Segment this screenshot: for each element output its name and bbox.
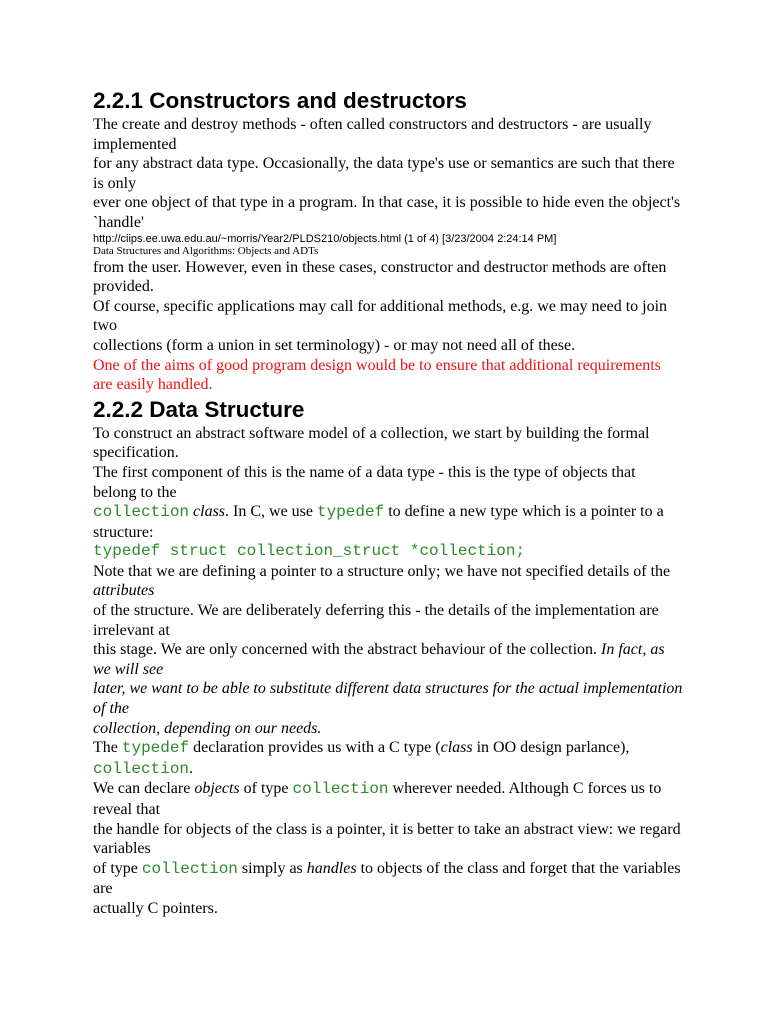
- text-span: .: [189, 759, 194, 777]
- paragraph-line: [93, 640, 683, 679]
- paragraph-line: the handle for objects of the class is a pointer, it is better to take an abstract view: we regard variables: [93, 820, 681, 858]
- inline-code: collection: [292, 780, 389, 799]
- text-span: declaration provides us with a C type (: [189, 739, 441, 757]
- text-span: wherever needed. Although C forces us to reveal that: [93, 780, 662, 818]
- paragraph-line: [93, 679, 683, 718]
- inline-code: collection: [141, 859, 238, 878]
- paragraph-line: To construct an abstract software model of a collection, we start by building the formal specification.: [93, 424, 650, 462]
- text-span: The: [93, 739, 122, 757]
- emphasis: handles: [306, 859, 357, 877]
- paragraph-line: collections (form a union in set terminology) - or may not need all of these.: [93, 336, 576, 354]
- emphasis: objects: [194, 780, 240, 798]
- text-span: of type: [93, 859, 142, 877]
- paragraph-line: [93, 719, 683, 739]
- paragraph-line: [93, 738, 683, 779]
- emphasis: class: [440, 739, 473, 757]
- emphasis: collection, depending on our needs.: [93, 719, 322, 737]
- section-heading-data-structure: 2.2.2 Data Structure: [93, 396, 305, 422]
- emphasis: later, we want to be able to substitute different data structures for the actual implementation of the: [93, 680, 683, 718]
- paragraph-line: from the user. However, even in these cases, constructor and destructor methods are often provided.: [93, 258, 667, 296]
- section-heading-constructors: 2.2.1 Constructors and destructors: [93, 88, 467, 113]
- paragraph-line: [93, 779, 683, 819]
- inline-code: typedef: [121, 739, 190, 758]
- emphasis: attributes: [93, 582, 155, 600]
- highlighted-note: One of the aims of good program design would be to ensure that additional requirements: [93, 356, 661, 374]
- text-span: We can declare: [93, 780, 195, 798]
- paragraph-line: ever one object of that type in a program. In that case, it is possible to hide even the object's `handle': [93, 194, 681, 231]
- paragraph-line: The first component of this is the name of a data type - this is the type of objects that belong to the: [93, 463, 636, 501]
- text-span: to objects of the class and forget that the variables are: [93, 859, 681, 898]
- text-span: to define a new type which is a pointer to a structure:: [93, 503, 664, 541]
- paragraph-line: actually C pointers.: [93, 899, 218, 917]
- paragraph-line: Of course, specific applications may call for additional methods, e.g. we may need to join two: [93, 297, 668, 335]
- inline-code: collection: [93, 503, 190, 522]
- text-span: . In C, we use: [225, 503, 317, 521]
- text-span: in OO design parlance),: [472, 739, 630, 757]
- text-span: of type: [239, 780, 293, 798]
- highlighted-note: are easily handled.: [93, 376, 213, 394]
- running-header: Data Structures and Algorithms: Objects and ADTs: [93, 245, 319, 258]
- paragraph-line: [93, 859, 683, 899]
- paragraph-line: The create and destroy methods - often called constructors and destructors - are usually implemented: [93, 116, 652, 153]
- text-span: Note that we are defining a pointer to a structure only; we have not specified details of the: [93, 562, 671, 580]
- page-content: [93, 86, 683, 919]
- paragraph-line: for any abstract data type. Occasionally, the data type's use or semantics are such that there is only: [93, 155, 675, 192]
- paragraph-line: [93, 562, 683, 601]
- paragraph-line: [93, 502, 683, 542]
- inline-code: collection: [93, 759, 190, 778]
- text-span: this stage. We are only concerned with the abstract behaviour of the collection.: [93, 641, 602, 659]
- paragraph-line: of the structure. We are deliberately deferring this - the details of the implementation are irrelevant at: [93, 602, 659, 639]
- code-line: typedef struct collection_struct *collection;: [93, 542, 526, 561]
- inline-code: typedef: [317, 503, 385, 522]
- emphasis: In fact, as we will see: [93, 641, 665, 678]
- emphasis: class: [193, 503, 226, 521]
- page-footer-url: http://ciips.ee.uwa.edu.au/~morris/Year2/PLDS210/objects.html (1 of 4) [3/23/2004 2:24:14 PM]: [93, 232, 557, 245]
- text-span: simply as: [237, 859, 307, 877]
